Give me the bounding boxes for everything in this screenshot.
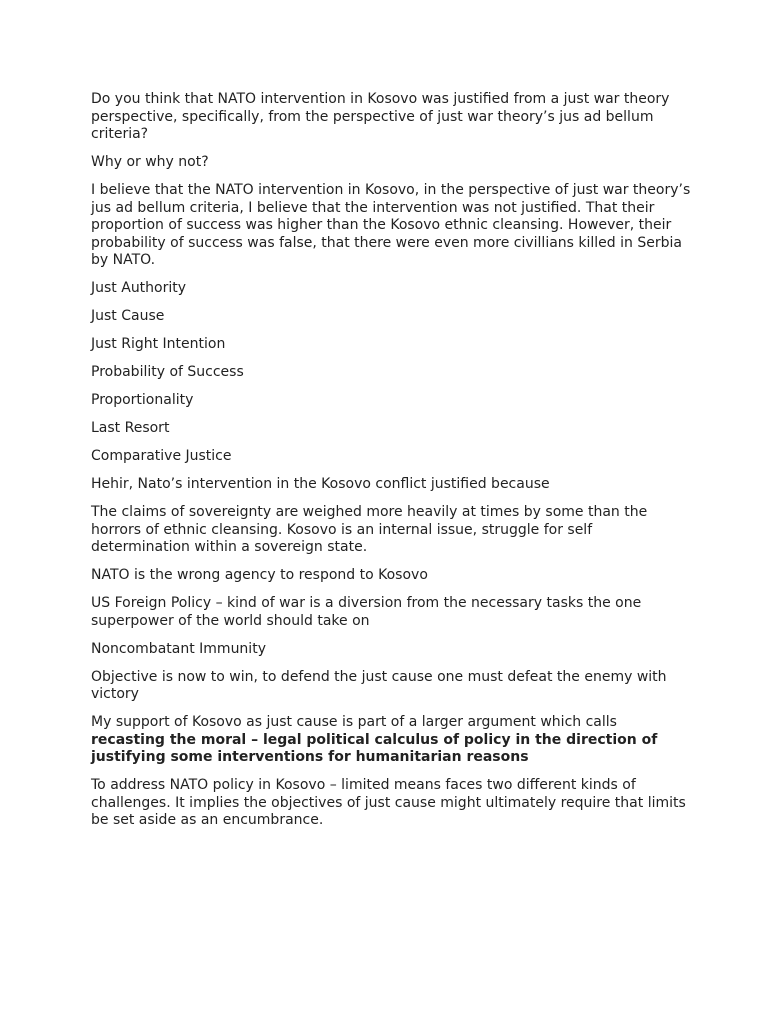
criteria-probability-of-success: Probability of Success xyxy=(91,364,244,380)
criteria-last-resort: Last Resort xyxy=(91,420,170,436)
nato-agency-paragraph: NATO is the wrong agency to respond to Kosovo xyxy=(91,567,428,583)
answer-paragraph: I believe that the NATO intervention in Kosovo, in the perspective of just war theory’s jus ad bellum criteria, I believe that the intervention was not justified. That their proportion of success was higher than the Kosovo ethnic cleansing. However, their probability of success was false, that there were even more civillians killed in Serbia by NATO. xyxy=(91,182,691,268)
question-paragraph: Do you think that NATO intervention in Kosovo was justified from a just war theory perspective, specifically, from the perspective of just war theory’s jus ad bellum criteria? xyxy=(91,91,670,142)
sovereignty-paragraph: The claims of sovereignty are weighed more heavily at times by some than the horrors of ethnic cleansing. Kosovo is an internal issue, struggle for self determination within a sovereign state. xyxy=(91,504,648,555)
support-bold-text: recasting the moral – legal political calculus of policy in the direction of justifying some interventions for humanitarian reasons xyxy=(91,731,658,765)
support-intro-text: My support of Kosovo as just cause is part of a larger argument which calls xyxy=(91,714,617,730)
criteria-right-intention: Just Right Intention xyxy=(91,336,226,352)
us-foreign-policy-paragraph: US Foreign Policy – kind of war is a diversion from the necessary tasks the one superpower of the world should take on xyxy=(91,595,642,629)
criteria-just-cause: Just Cause xyxy=(91,308,165,324)
support-paragraph xyxy=(91,714,691,767)
criteria-comparative-justice: Comparative Justice xyxy=(91,448,232,464)
why-question: Why or why not? xyxy=(91,154,209,170)
hehir-paragraph: Hehir, Nato’s intervention in the Kosovo conflict justified because xyxy=(91,476,550,492)
objective-paragraph: Objective is now to win, to defend the just cause one must defeat the enemy with victory xyxy=(91,668,667,702)
document-body xyxy=(91,91,691,840)
criteria-proportionality: Proportionality xyxy=(91,392,194,408)
noncombatant-immunity-paragraph: Noncombatant Immunity xyxy=(91,640,266,657)
criteria-just-authority: Just Authority xyxy=(91,280,187,296)
closing-paragraph: To address NATO policy in Kosovo – limited means faces two different kinds of challenges. It implies the objectives of just cause might ultimately require that limits be set aside as an encumbrance. xyxy=(91,777,686,828)
